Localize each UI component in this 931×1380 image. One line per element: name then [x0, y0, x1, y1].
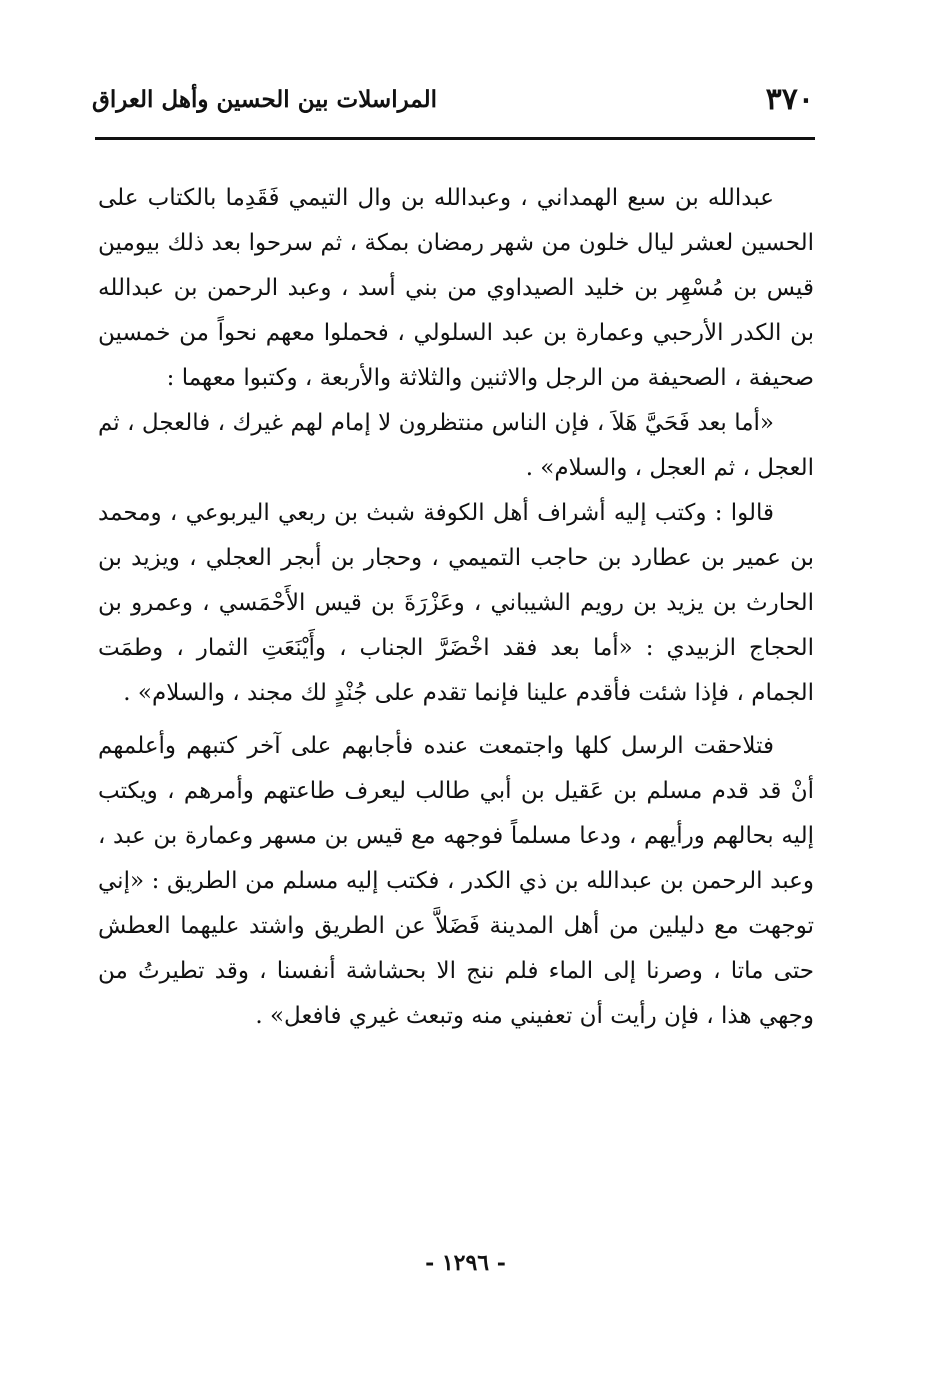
paragraph-3: قالوا : وكتب إليه أشراف أهل الكوفة شبث بن ربعي اليربوعي ، ومحمد بن عمير بن عطارد بن حاجب التميمي ، وحجار بن أبجر العجلي ، ويزيد بن الحارث بن يزيد بن رويم الشيباني ، وعَزْرَةَ بن قيس الأَحْمَسي ، وعمرو بن الحجاج الزبيدي : «أما بعد فقد اخْضَرَّ الجناب ، وأَيْنَعَتِ الثمار ، وطمَت الجمام ، فإذا شئت فأقدم علينا فإنما تقدم على جُنْدٍ لك مجند ، والسلام» . [98, 500, 814, 706]
folio-number: - ١٢٩٦ - [425, 1250, 506, 1276]
paragraph-2-quote: «أما بعد فَحَيَّ هَلاَ ، فإن الناس منتظرون لا إمام لهم غيرك ، فالعجل ، ثم العجل ، ثم العجل ، والسلام» . [98, 410, 814, 481]
running-title: المراسلات بين الحسين وأهل العراق [92, 86, 437, 113]
body-text [98, 176, 814, 1039]
paragraph-4: فتلاحقت الرسل كلها واجتمعت عنده فأجابهم على آخر كتبهم وأعلمهم أنْ قد قدم مسلم بن عَقيل بن أبي طالب ليعرف طاعتهم وأمرهم ، ويكتب إليه بحالهم ورأيهم ، ودعا مسلماً فوجهه مع قيس بن مسهر وعمارة بن عبد ، وعبد الرحمن بن عبدالله بن ذي الكدر ، فكتب إليه مسلم من الطريق : «إني توجهت مع دليلين من أهل المدينة فَضَلاَّ عن الطريق واشتد عليهما العطش حتى ماتا ، وصرنا إلى الماء فلم ننج الا بحشاشة أنفسنا ، وقد تطيرتُ من وجهي هذا ، فإن رأيت أن تعفيني منه وتبعث غيري فافعل» . [98, 733, 814, 1029]
page-header [92, 78, 814, 130]
header-rule [95, 137, 815, 140]
paragraph-1: عبدالله بن سبع الهمداني ، وعبدالله بن وال التيمي فَقَدِما بالكتاب على الحسين لعشر ليال خلون من شهر رمضان بمكة ، ثم سرحوا بعد ذلك بيومين قيس بن مُسْهِر بن خليد الصيداوي من بني أسد ، وعبد الرحمن بن عبدالله بن الكدر الأرحبي وعمارة بن عبد السلولي ، فحملوا معهم نحواً من خمسين صحيفة ، الصحيفة من الرجل والاثنين والثلاثة والأربعة ، وكتبوا معهما : [98, 185, 814, 391]
page-number: ٣٧٠ [765, 82, 814, 117]
